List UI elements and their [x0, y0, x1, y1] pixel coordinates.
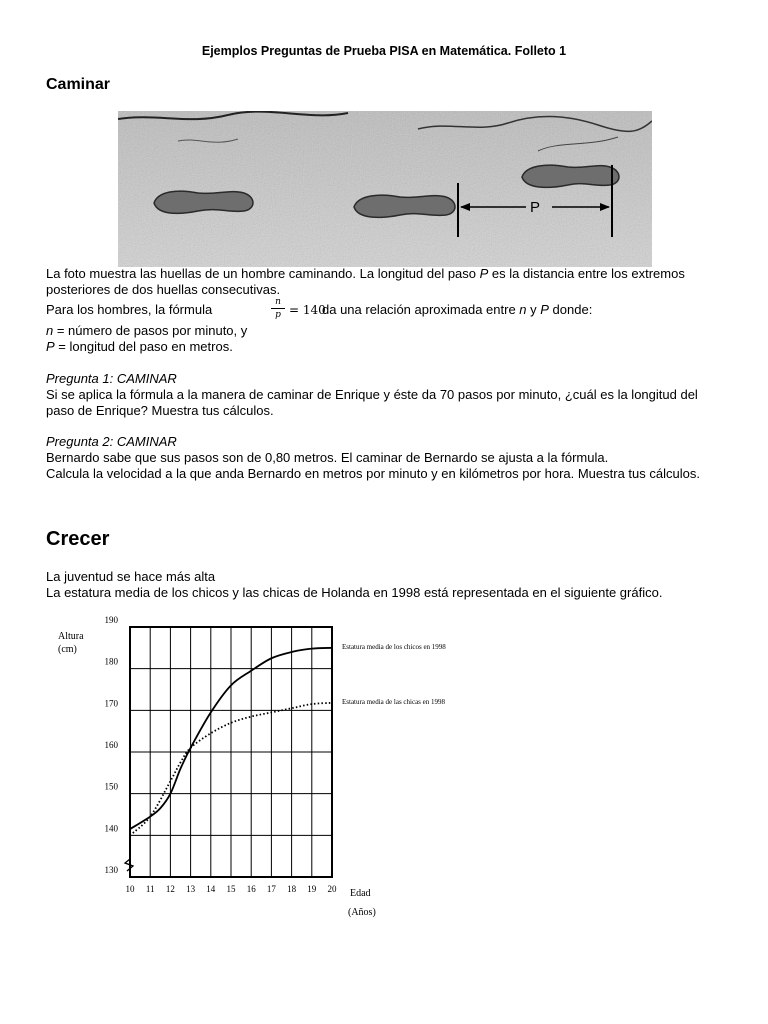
- x-tick-label: 20: [327, 884, 337, 894]
- y-tick-label: 160: [104, 740, 118, 750]
- formula-denominator: p: [275, 310, 281, 320]
- formula-numerator: n: [275, 297, 281, 307]
- y-axis-label: Altura: [58, 631, 84, 642]
- formula-line: [46, 297, 726, 320]
- x-tick-label: 12: [165, 884, 175, 894]
- question-1-text: Si se aplica la fórmula a la manera de caminar de Enrique y éste da 70 pasos por minuto, ¿cuál es la longitud del paso de Enrique? Muestra tus cálculos.: [46, 387, 698, 418]
- x-tick-label: 19: [307, 884, 317, 894]
- document-title: Ejemplos Preguntas de Prueba PISA en Matemática. Folleto 1: [201, 44, 567, 58]
- question-2-line-2: Calcula la velocidad a la que anda Bernardo en metros por minuto y en kilómetros por hora. Muestra tus cálculos.: [46, 466, 700, 481]
- question-2-title: Pregunta 2: CAMINAR: [46, 434, 177, 449]
- x-tick-label: 10: [125, 884, 135, 894]
- legend-label-girls: Estatura media de las chicas en 1998: [342, 697, 446, 706]
- section-heading-caminar: Caminar: [46, 76, 111, 93]
- definition-p: P = longitud del paso en metros.: [46, 339, 233, 354]
- crecer-line-1: La juventud se hace más alta: [46, 569, 216, 584]
- intro-var-p: P: [479, 266, 489, 281]
- x-tick-label: 14: [206, 884, 216, 894]
- definition-n: n = número de pasos por minuto, y: [46, 323, 248, 338]
- y-tick-label: 180: [104, 656, 118, 667]
- x-tick-label: 13: [186, 884, 196, 894]
- x-axis-unit: (Años): [348, 907, 376, 918]
- x-tick-label: 15: [226, 884, 236, 894]
- formula-suffix: da una relación aproximada entre n y P donde:: [322, 302, 593, 317]
- x-tick-label: 16: [246, 884, 256, 894]
- step-length-label: P: [530, 199, 541, 216]
- formula-equals: = 140: [289, 303, 326, 317]
- y-tick-label: 140: [104, 823, 118, 834]
- footprints-photo: [118, 111, 652, 267]
- y-tick-label: 150: [104, 781, 118, 792]
- intro-text-a: La foto muestra las huellas de un hombre caminando. La longitud del paso: [46, 266, 480, 281]
- y-tick-label: 190: [104, 615, 118, 625]
- legend-label-boys: Estatura media de los chicos en 1998: [342, 642, 446, 651]
- x-tick-label: 17: [266, 884, 276, 894]
- caminar-intro: [46, 266, 726, 298]
- question-2-line-1: Bernardo sabe que sus pasos son de 0,80 metros. El caminar de Bernardo se ajusta a la fórmula.: [46, 450, 609, 465]
- y-tick-label: 170: [104, 698, 118, 709]
- formula-prefix: Para los hombres, la fórmula: [46, 302, 213, 317]
- y-tick-label: 130: [104, 865, 118, 875]
- section-heading-crecer: Crecer: [46, 528, 110, 550]
- question-1-title: Pregunta 1: CAMINAR: [46, 371, 177, 386]
- crecer-line-2: La estatura media de los chicos y las chicas de Holanda en 1998 está representada en el siguiente gráfico.: [46, 585, 663, 600]
- formula-fraction: [271, 297, 285, 320]
- y-axis-unit: (cm): [58, 644, 77, 655]
- x-tick-label: 18: [287, 884, 297, 894]
- height-chart: [40, 615, 500, 925]
- intro-text-b: es la distancia entre los extremos posteriores de dos huellas consecutivas.: [46, 266, 685, 297]
- x-axis-label: Edad: [350, 888, 371, 899]
- x-tick-label: 11: [145, 884, 155, 894]
